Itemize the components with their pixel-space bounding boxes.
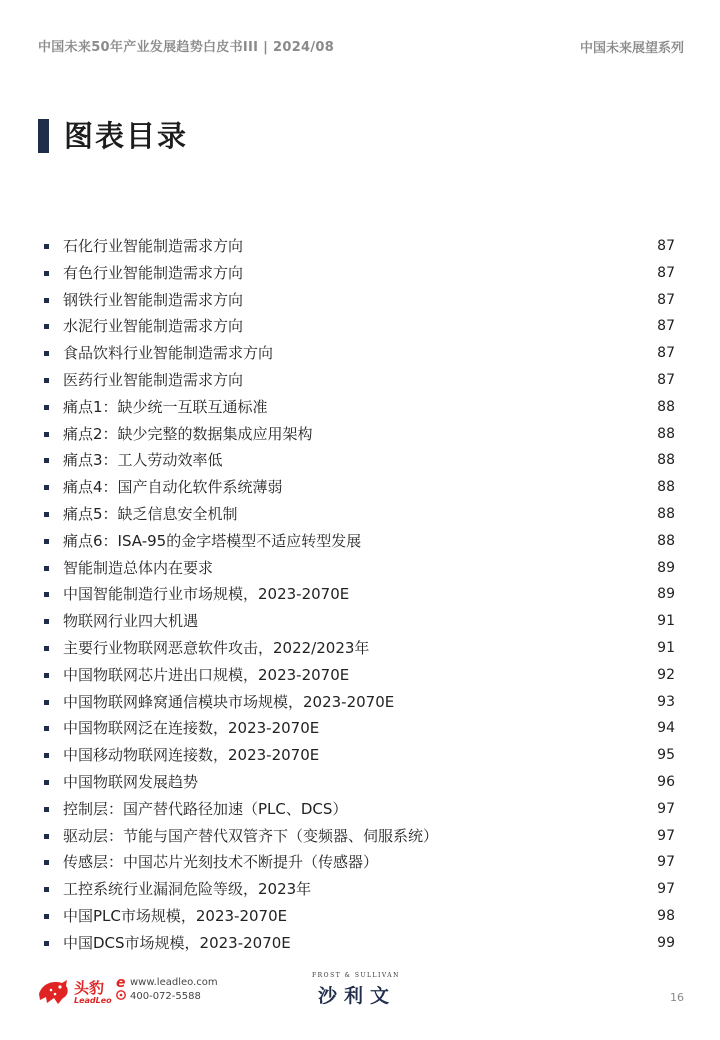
toc-item-label: 痛点6：ISA-95的金字塔模型不适应转型发展	[63, 531, 362, 550]
toc-item[interactable]	[42, 742, 678, 769]
bullet-icon	[44, 378, 49, 383]
toc-item[interactable]	[42, 903, 678, 930]
toc-item[interactable]	[42, 367, 678, 394]
header-series-name: 中国未来展望系列	[579, 41, 684, 56]
bullet-icon	[44, 485, 49, 490]
toc-item[interactable]	[42, 555, 678, 582]
bullet-icon	[44, 405, 49, 410]
bullet-icon	[44, 673, 49, 678]
bullet-icon	[44, 887, 49, 892]
toc-item-page: 89	[657, 586, 675, 603]
toc-item-label: 中国智能制造行业市场规模，2023-2070E	[63, 585, 350, 604]
bullet-icon	[44, 726, 49, 731]
toc-item-label: 中国DCS市场规模，2023-2070E	[63, 933, 291, 952]
toc-item-page: 89	[657, 559, 675, 576]
bullet-icon	[44, 298, 49, 303]
toc-item[interactable]	[42, 608, 678, 635]
web-icon: e	[116, 975, 126, 991]
bullet-icon	[44, 807, 49, 812]
toc-item-page: 98	[657, 907, 675, 924]
toc-item-label: 驱动层：节能与国产替代双管齐下（变频器、伺服系统）	[63, 826, 439, 845]
toc-item-label: 医药行业智能制造需求方向	[63, 370, 244, 389]
toc-item-label: 智能制造总体内在要求	[63, 558, 214, 577]
toc-item-page: 93	[657, 693, 675, 710]
toc-item[interactable]	[42, 501, 678, 528]
toc-item-page: 87	[657, 291, 675, 308]
toc-item-label: 有色行业智能制造需求方向	[63, 263, 244, 282]
toc-item-label: 痛点4：国产自动化软件系统薄弱	[63, 478, 283, 497]
bullet-icon	[44, 780, 49, 785]
toc-item-page: 97	[657, 881, 675, 898]
toc-item[interactable]	[42, 635, 678, 662]
toc-item-page: 92	[657, 666, 675, 683]
bullet-icon	[44, 941, 49, 946]
title-accent-bar	[38, 119, 49, 153]
bullet-icon	[44, 646, 49, 651]
toc-item-label: 石化行业智能制造需求方向	[63, 237, 244, 255]
leadleo-logo-cn: 头豹	[74, 979, 105, 997]
toc-item-page: 88	[657, 425, 675, 442]
toc-item[interactable]	[42, 769, 678, 796]
bullet-icon	[44, 351, 49, 356]
toc-item[interactable]	[42, 823, 678, 850]
bullet-icon	[44, 753, 49, 758]
toc-item-label: 中国物联网蜂窝通信模块市场规模，2023-2070E	[63, 692, 395, 711]
toc-item-page: 88	[657, 398, 675, 415]
bullet-icon	[44, 834, 49, 839]
toc-item-label: 工控系统行业漏洞危险等级，2023年	[63, 880, 312, 899]
toc-item[interactable]	[42, 662, 678, 689]
toc-item-page: 87	[657, 238, 675, 254]
toc-item-page: 94	[657, 720, 675, 737]
toc-list	[42, 233, 678, 957]
toc-item-label: 痛点5：缺乏信息安全机制	[63, 504, 238, 523]
bullet-icon	[44, 458, 49, 463]
toc-item-page: 91	[657, 639, 675, 656]
toc-item-page: 95	[657, 747, 675, 764]
bullet-icon	[44, 700, 49, 705]
bullet-icon	[44, 244, 49, 249]
toc-item-page: 87	[657, 371, 675, 388]
toc-item[interactable]	[42, 796, 678, 823]
toc-item-page: 88	[657, 505, 675, 522]
toc-item[interactable]	[42, 876, 678, 903]
website-link[interactable]: www.leadleo.com	[130, 977, 218, 988]
bullet-icon	[44, 271, 49, 276]
bullet-icon	[44, 914, 49, 919]
bullet-icon	[44, 619, 49, 624]
toc-item-page: 87	[657, 264, 675, 281]
toc-item-label: 食品饮料行业智能制造需求方向	[63, 344, 274, 363]
toc-item[interactable]	[42, 849, 678, 876]
toc-item[interactable]	[42, 260, 678, 287]
toc-item-page: 96	[657, 773, 675, 790]
leadleo-logo[interactable]	[36, 974, 216, 1014]
toc-item-label: 中国移动物联网连接数，2023-2070E	[63, 746, 320, 765]
leopard-icon	[36, 976, 70, 1006]
toc-item-label: 水泥行业智能制造需求方向	[63, 317, 244, 336]
toc-item[interactable]	[42, 474, 678, 501]
bullet-icon	[44, 432, 49, 437]
toc-item[interactable]	[42, 447, 678, 474]
phone-number: 400-072-5588	[130, 991, 201, 1002]
toc-item-label: 控制层：国产替代路径加速（PLC、DCS）	[63, 799, 348, 818]
toc-item-page: 88	[657, 452, 675, 469]
toc-item-page: 87	[657, 345, 675, 362]
toc-item-page: 97	[657, 854, 675, 871]
bullet-icon	[44, 324, 49, 329]
toc-item-page: 88	[657, 479, 675, 496]
toc-item[interactable]	[42, 421, 678, 448]
toc-item-page: 99	[657, 934, 675, 951]
bullet-icon	[44, 512, 49, 517]
toc-item-page: 91	[657, 613, 675, 630]
page-number: 16	[670, 991, 684, 1004]
toc-item[interactable]	[42, 340, 678, 367]
bullet-icon	[44, 539, 49, 544]
toc-item-label: 中国物联网泛在连接数，2023-2070E	[63, 719, 320, 738]
toc-item[interactable]	[42, 528, 678, 555]
toc-item-page: 97	[657, 800, 675, 817]
toc-item-label: 痛点2：缺少完整的数据集成应用架构	[63, 424, 313, 443]
header-report-title: 中国未来50年产业发展趋势白皮书III | 2024/08	[38, 40, 335, 55]
bullet-icon	[44, 860, 49, 865]
toc-item[interactable]	[42, 287, 678, 314]
page-title: 图表目录	[64, 119, 189, 153]
toc-item-label: 中国物联网发展趋势	[63, 772, 199, 791]
toc-item[interactable]	[42, 715, 678, 742]
toc-item-label: 物联网行业四大机遇	[63, 612, 199, 631]
toc-item-page: 97	[657, 827, 675, 844]
toc-item[interactable]	[42, 689, 678, 716]
toc-item[interactable]	[42, 233, 678, 260]
toc-item[interactable]	[42, 313, 678, 340]
toc-item-page: 87	[657, 318, 675, 335]
toc-item-label: 中国物联网芯片进出口规模，2023-2070E	[63, 665, 350, 684]
toc-item[interactable]	[42, 581, 678, 608]
toc-item[interactable]	[42, 930, 678, 957]
frost-sullivan-wordmark: FROST & SULLIVAN	[312, 972, 400, 979]
bullet-icon	[44, 592, 49, 597]
toc-item-page: 88	[657, 532, 675, 549]
toc-item-label: 传感层：中国芯片光刻技术不断提升（传感器）	[63, 853, 379, 872]
toc-item-label: 钢铁行业智能制造需求方向	[63, 290, 244, 309]
phone-icon	[116, 990, 126, 1000]
leadleo-logo-en: LeadLeo	[74, 996, 112, 1005]
toc-item-label: 中国PLC市场规模，2023-2070E	[63, 906, 288, 925]
toc-item[interactable]	[42, 394, 678, 421]
toc-item-label: 痛点3：工人劳动效率低	[63, 451, 223, 470]
toc-item-label: 痛点1：缺少统一互联互通标准	[63, 397, 268, 416]
sullivan-logo-cn: 沙利文	[318, 985, 397, 1007]
toc-item-label: 主要行业物联网恶意软件攻击，2022/2023年	[63, 638, 370, 657]
bullet-icon	[44, 566, 49, 571]
